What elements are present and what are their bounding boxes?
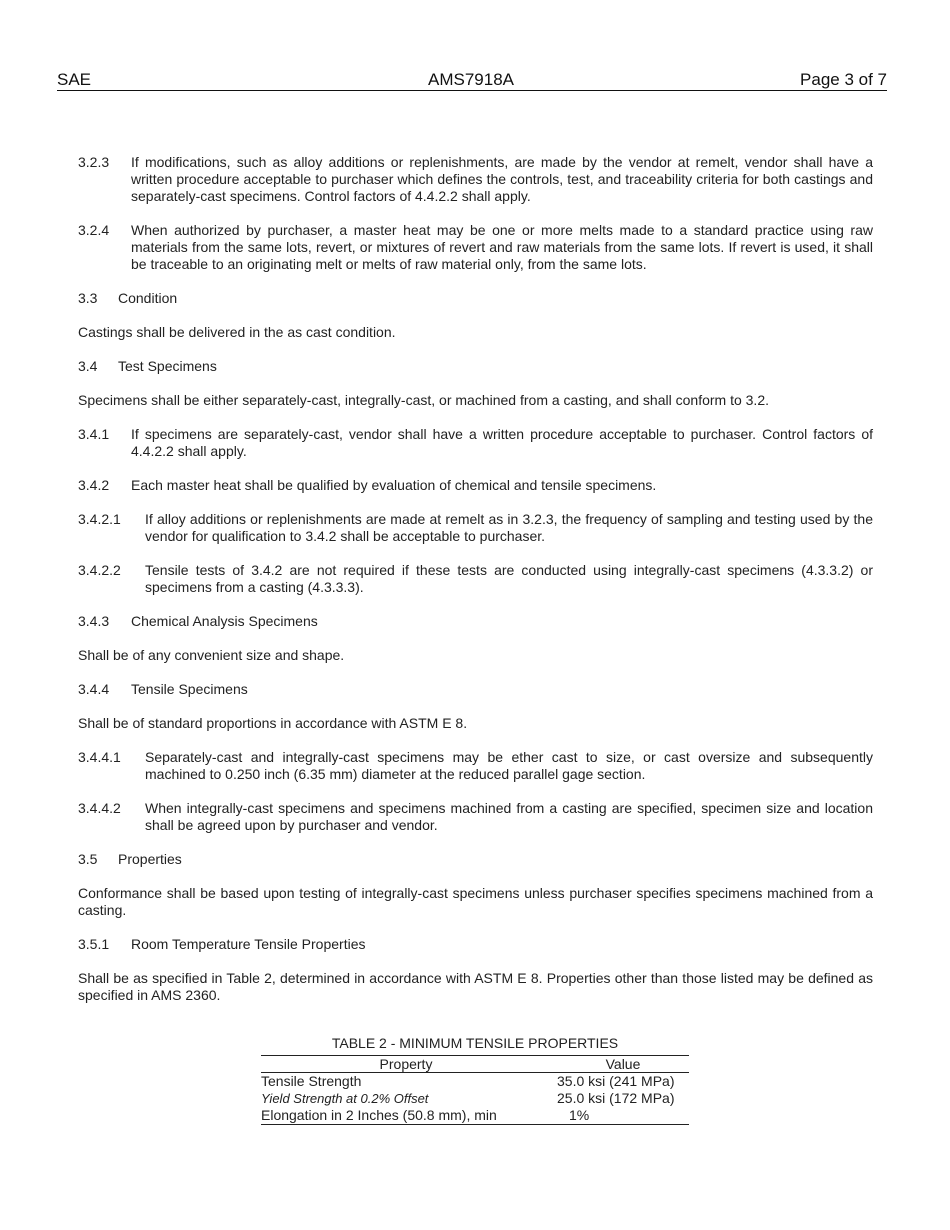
table-row xyxy=(261,1073,689,1091)
section-3-2-4 xyxy=(78,222,873,273)
section-number: 3.4.1 xyxy=(78,426,110,442)
section-number: 3.4.4 xyxy=(78,681,110,697)
section-title: Chemical Analysis Specimens xyxy=(131,613,318,629)
header-page-number: Page 3 of 7 xyxy=(800,70,887,89)
section-text: If specimens are separately-cast, vendor shall have a written procedure acceptable to purchaser. Control factors of 4.4.2.2 shall apply. xyxy=(131,426,873,459)
section-number: 3.4.4.2 xyxy=(78,800,121,816)
section-number: 3.2.3 xyxy=(78,154,110,170)
section-text: When integrally-cast specimens and specimens machined from a casting are specified, specimen size and location shall be agreed upon by purchaser and vendor. xyxy=(145,800,873,833)
property-cell: Yield Strength at 0.2% Offset xyxy=(261,1091,429,1106)
section-number: 3.4.4.1 xyxy=(78,749,121,765)
table-header-row xyxy=(261,1056,689,1073)
section-3-4-body: Specimens shall be either separately-cast, integrally-cast, or machined from a casting, and shall conform to 3.2. xyxy=(78,392,769,408)
section-text: If alloy additions or replenishments are made at remelt as in 3.2.3, the frequency of sampling and testing used by the vendor for qualification to 3.4.2 shall be acceptable to purchaser. xyxy=(145,511,873,544)
header-doc-number: AMS7918A xyxy=(428,70,514,89)
table-row xyxy=(261,1090,689,1107)
section-3-4-4-1 xyxy=(78,749,873,783)
document-body xyxy=(78,154,873,1004)
section-number: 3.5 xyxy=(78,851,98,867)
section-3-3-body: Castings shall be delivered in the as cast condition. xyxy=(78,324,396,340)
property-cell: Tensile Strength xyxy=(261,1073,362,1089)
property-cell: Elongation in 2 Inches (50.8 mm), min xyxy=(261,1107,551,1125)
section-3-4-4-2 xyxy=(78,800,873,834)
table-row xyxy=(261,1107,689,1125)
section-3-4-4-heading xyxy=(78,681,873,698)
table-title: TABLE 2 - MINIMUM TENSILE PROPERTIES xyxy=(331,1035,619,1051)
section-number: 3.4.2.2 xyxy=(78,562,121,578)
section-3-4-2-1 xyxy=(78,511,873,545)
section-text: Tensile tests of 3.4.2 are not required if these tests are conducted using integrally-cast specimens (4.3.3.2) or specimens from a casting (4.3.3.3). xyxy=(145,562,873,595)
section-title: Test Specimens xyxy=(118,358,217,374)
section-number: 3.4.2 xyxy=(78,477,110,493)
section-number: 3.5.1 xyxy=(78,936,110,952)
header-org: SAE xyxy=(57,70,92,89)
section-3-3-heading xyxy=(78,290,873,307)
section-3-4-3-body: Shall be of any convenient size and shape. xyxy=(78,647,345,663)
section-3-4-heading xyxy=(78,358,873,375)
section-3-4-4-body: Shall be of standard proportions in accordance with ASTM E 8. xyxy=(78,715,468,731)
value-cell: 1% xyxy=(551,1107,689,1125)
section-title: Properties xyxy=(118,851,182,867)
section-text: When authorized by purchaser, a master heat may be one or more melts made to a standard practice using raw materials from the same lots, revert, or mixtures of revert and raw materials from the same lots. If revert is used, it shall be traceable to an originating melt or melts of raw material only, from the same lots. xyxy=(131,222,873,272)
column-header-value: Value xyxy=(551,1056,689,1073)
page-header xyxy=(57,70,887,91)
section-title: Condition xyxy=(118,290,178,306)
section-number: 3.4.2.1 xyxy=(78,511,121,527)
column-header-property: Property xyxy=(261,1056,551,1073)
section-3-5-body: Conformance shall be based upon testing of integrally-cast specimens unless purchaser specifies specimens machined from a casting. xyxy=(78,885,873,918)
section-3-4-2-2 xyxy=(78,562,873,596)
value-cell: 35.0 ksi (241 MPa) xyxy=(557,1073,675,1089)
value-cell: 25.0 ksi (172 MPa) xyxy=(557,1090,675,1106)
section-title: Tensile Specimens xyxy=(131,681,248,697)
section-number: 3.2.4 xyxy=(78,222,110,238)
section-3-4-1 xyxy=(78,426,873,460)
section-3-5-1-body: Shall be as specified in Table 2, determined in accordance with ASTM E 8. Properties other than those listed may be defined as specified in AMS 2360. xyxy=(78,970,873,1003)
tensile-properties-table xyxy=(261,1055,689,1125)
section-text: If modifications, such as alloy additions or replenishments, are made by the vendor at remelt, vendor shall have a written procedure acceptable to purchaser which defines the controls, test, and traceability criteria for both castings and separately-cast specimens. Control factors of 4.4.2.2 shall apply. xyxy=(131,154,873,204)
section-3-4-3-heading xyxy=(78,613,873,630)
section-title: Room Temperature Tensile Properties xyxy=(131,936,366,952)
section-3-4-2 xyxy=(78,477,873,494)
section-text: Separately-cast and integrally-cast specimens may be ether cast to size, or cast oversize and subsequently machined to 0.250 inch (6.35 mm) diameter at the reduced parallel gage section. xyxy=(145,749,873,782)
section-3-5-heading xyxy=(78,851,873,868)
table-2 xyxy=(261,1035,689,1125)
section-number: 3.4.3 xyxy=(78,613,110,629)
section-3-5-1-heading xyxy=(78,936,873,953)
section-3-2-3 xyxy=(78,154,873,205)
section-number: 3.3 xyxy=(78,290,98,306)
section-number: 3.4 xyxy=(78,358,98,374)
section-text: Each master heat shall be qualified by evaluation of chemical and tensile specimens. xyxy=(131,477,657,493)
